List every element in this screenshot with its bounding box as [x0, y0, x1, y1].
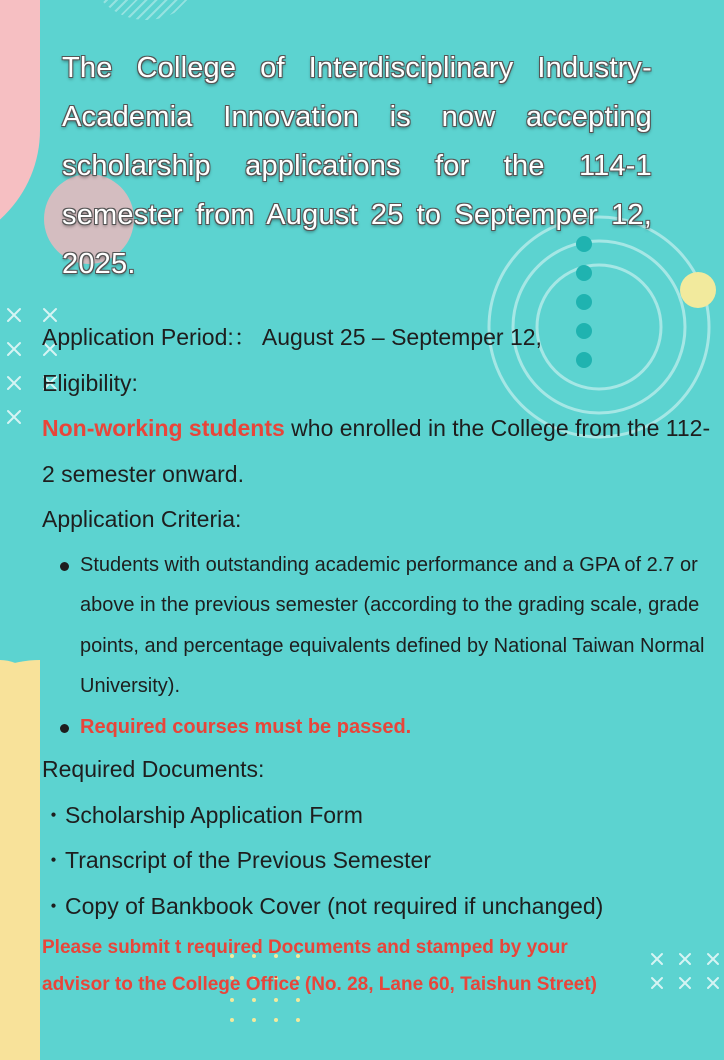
document-item [42, 884, 712, 930]
announcement-body [42, 315, 712, 1003]
bullet-icon [60, 562, 69, 571]
criteria-item-text: Students with outstanding academic performance and a GPA of 2.7 or above in the previous semester (according to the grading scale, grade points, and percentage equivalents defined by National Taiwan Normal University). [80, 553, 705, 697]
pink-corner-shape [0, 0, 40, 250]
bullet-icon [60, 724, 69, 733]
criteria-list [42, 545, 712, 748]
criteria-item [80, 545, 712, 707]
document-item [42, 838, 712, 884]
criteria-item-required [80, 707, 712, 748]
eligibility-description: who enrolled in the College from the 112-2 semester onward. [42, 415, 711, 487]
document-item-text: Copy of Bankbook Cover (not required if unchanged) [65, 892, 604, 919]
yellow-circle [680, 272, 716, 308]
yellow-corner-shape-inner [0, 660, 40, 1060]
submission-notice-line-2: advisor to the College Office (No. 28, Lane 60, Taishun Street) [42, 974, 597, 995]
period-value: August 25 – Septemper 12, [261, 324, 542, 350]
eligibility-highlight: Non-working students [42, 415, 285, 441]
document-item-text: Scholarship Application Form [65, 801, 363, 828]
document-bullet: ・ [42, 801, 65, 828]
period-label: Application Period:： [42, 324, 257, 350]
application-period [42, 315, 712, 361]
document-item-text: Transcript of the Previous Semester [65, 847, 432, 873]
eligibility-text [42, 406, 712, 497]
criteria-item-text: Required courses must be passed. [80, 715, 412, 738]
document-item [42, 793, 712, 839]
headline: The College of Interdisciplinary Industry-Academia Innovation is now accepting scholarship applications for the 114-1 semester from August 25 to Septemper 12, 2025. [62, 52, 652, 280]
eligibility-label: Eligibility: [42, 369, 138, 396]
documents-label: Required Documents: [42, 756, 265, 782]
submission-notice-line-1: Please submit t required Documents and stamped by your [42, 937, 568, 958]
striped-half-circle [86, 0, 206, 20]
document-bullet: ・ [42, 892, 65, 919]
document-bullet: ・ [42, 847, 65, 873]
criteria-label: Application Criteria: [42, 506, 242, 532]
